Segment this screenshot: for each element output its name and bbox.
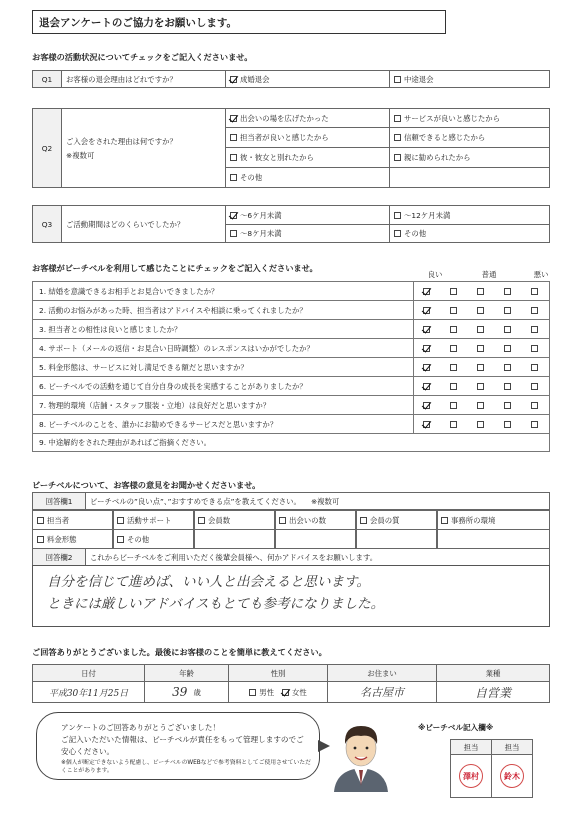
answer1-option-label: 活動サポート bbox=[127, 515, 172, 525]
rating-cell bbox=[441, 364, 468, 371]
checkbox[interactable] bbox=[531, 364, 538, 371]
rating-row bbox=[32, 415, 550, 434]
staff-heading: ※ビーチベル記入欄※ bbox=[418, 723, 494, 732]
empty-cell bbox=[193, 529, 276, 549]
answer1-option[interactable] bbox=[193, 510, 276, 530]
q3-question: ご活動期間はどのくらいでしたか？ bbox=[61, 205, 226, 243]
checkbox[interactable] bbox=[37, 517, 44, 524]
checkbox[interactable] bbox=[531, 402, 538, 409]
q9-question: 9. 中途解約をされた理由があればご指摘ください。 bbox=[39, 438, 211, 447]
residence-field[interactable]: 名古屋市 bbox=[327, 681, 437, 703]
checkbox-checked[interactable] bbox=[423, 307, 430, 314]
checkbox[interactable] bbox=[37, 536, 44, 543]
rating-cell bbox=[522, 345, 549, 352]
checkbox[interactable] bbox=[198, 517, 205, 524]
checkbox[interactable] bbox=[504, 364, 511, 371]
q2-question: ご入会をされた理由は何ですか？ bbox=[66, 136, 177, 146]
checkbox[interactable] bbox=[531, 307, 538, 314]
checkbox[interactable] bbox=[450, 364, 457, 371]
rating-cell bbox=[441, 326, 468, 333]
rating-row bbox=[32, 339, 550, 358]
rating-cell bbox=[441, 288, 468, 295]
checkbox[interactable] bbox=[477, 421, 484, 428]
checkbox[interactable] bbox=[504, 288, 511, 295]
q2-empty-cell bbox=[389, 167, 550, 188]
rating-cell bbox=[414, 288, 441, 295]
answer2-label: 回答欄2 bbox=[32, 548, 86, 566]
col-date: 日付 bbox=[32, 664, 145, 682]
checkbox[interactable] bbox=[360, 517, 367, 524]
checkbox[interactable] bbox=[117, 536, 124, 543]
q2-option-6[interactable]: 親に勧められたから bbox=[389, 147, 550, 168]
checkbox[interactable] bbox=[504, 307, 511, 314]
checkbox[interactable] bbox=[531, 288, 538, 295]
staff-stamp-cell-1 bbox=[450, 754, 492, 798]
q1-option-1[interactable]: 成婚退会 bbox=[225, 70, 390, 88]
section1-heading: お客様の活動状況についてチェックをご記入くださいませ。 bbox=[32, 52, 253, 62]
occupation-field[interactable]: 自営業 bbox=[436, 681, 550, 703]
section2-heading: お客様がビーチベルを利用して感じたことにチェックをご記入くださいませ。 bbox=[32, 263, 318, 273]
scale-bad: 悪い bbox=[533, 270, 549, 279]
date-field[interactable]: 平成30年11月25日 bbox=[32, 681, 145, 703]
rating-question: 5. 料金形態は、サービスに対し満足できる額だと思いますか？ bbox=[39, 362, 248, 372]
q2-question-cell bbox=[61, 108, 226, 188]
q3-option-4[interactable]: その他 bbox=[389, 224, 550, 243]
checkbox[interactable] bbox=[394, 115, 401, 122]
q3-number: Q3 bbox=[32, 205, 62, 243]
checkbox-checked[interactable] bbox=[230, 115, 237, 122]
q2-option-5[interactable]: 彼・彼女と別れたから bbox=[225, 147, 390, 168]
checkbox[interactable] bbox=[450, 345, 457, 352]
answer1-option-label: 出会いの数 bbox=[289, 515, 326, 525]
rating-cell bbox=[522, 402, 549, 409]
answer1-option[interactable] bbox=[32, 510, 114, 530]
checkbox[interactable] bbox=[450, 421, 457, 428]
checkbox[interactable] bbox=[230, 134, 237, 141]
rating-question: 2. 活動のお悩みがあった時、担当者はアドバイスや相談に乗ってくれましたか？ bbox=[39, 305, 307, 315]
answer1-option-label: 事務所の環境 bbox=[451, 515, 496, 525]
rating-cell bbox=[495, 326, 522, 333]
checkbox-checked[interactable] bbox=[423, 402, 430, 409]
seal-stamp-2: 鈴木 bbox=[500, 764, 524, 788]
checkbox[interactable] bbox=[477, 364, 484, 371]
checkbox[interactable] bbox=[477, 307, 484, 314]
checkbox-checked[interactable] bbox=[423, 345, 430, 352]
rating-cell bbox=[468, 383, 495, 390]
q2-note: ※複数可 bbox=[66, 150, 95, 160]
checkbox-female[interactable] bbox=[282, 689, 289, 696]
rating-row bbox=[32, 282, 550, 301]
checkbox-checked[interactable] bbox=[423, 326, 430, 333]
q2-number: Q2 bbox=[32, 108, 62, 188]
checkbox[interactable] bbox=[477, 402, 484, 409]
rating-cell bbox=[414, 364, 441, 371]
page-title: 退会アンケートのご協力をお願いします。 bbox=[32, 10, 446, 34]
checkbox[interactable] bbox=[441, 517, 448, 524]
checkbox[interactable] bbox=[531, 383, 538, 390]
checkbox[interactable] bbox=[504, 326, 511, 333]
section3-heading: ビーチベルについて、お客様の意見をお聞かせくださいませ。 bbox=[32, 480, 261, 490]
q1-question: お客様の退会理由はどれですか？ bbox=[61, 70, 226, 88]
checkbox[interactable] bbox=[230, 174, 237, 181]
checkbox-checked[interactable] bbox=[230, 76, 237, 83]
rating-cell bbox=[495, 402, 522, 409]
checkbox[interactable] bbox=[394, 212, 401, 219]
age-field[interactable]: 39 歳 bbox=[144, 681, 229, 703]
answer1-option-label: 担当者 bbox=[47, 515, 70, 525]
checkbox[interactable] bbox=[394, 230, 401, 237]
rating-cell bbox=[414, 402, 441, 409]
checkbox[interactable] bbox=[477, 326, 484, 333]
checkbox[interactable] bbox=[477, 383, 484, 390]
rating-cell bbox=[441, 307, 468, 314]
col-gender: 性別 bbox=[228, 664, 328, 682]
answer1-prompt: ビーチベルの”良い点”、”おすすめできる点”を教えてください。 ※複数可 bbox=[85, 492, 550, 510]
rating-cell bbox=[522, 364, 549, 371]
answer1-option-label: 料金形態 bbox=[47, 534, 77, 544]
checkbox[interactable] bbox=[279, 517, 286, 524]
checkbox[interactable] bbox=[531, 326, 538, 333]
answer2-prompt: これからビーチベルをご利用いただく後輩会員様へ、何かアドバイスをお願いします。 bbox=[85, 548, 550, 566]
empty-cell bbox=[355, 529, 438, 549]
rating-cell bbox=[441, 421, 468, 428]
rating-row bbox=[32, 301, 550, 320]
rating-row bbox=[32, 320, 550, 339]
rating-row bbox=[32, 358, 550, 377]
checkbox-checked[interactable] bbox=[423, 288, 430, 295]
checkbox[interactable] bbox=[117, 517, 124, 524]
handwriting-line-2: ときには厳しいアドバイスもとても参考になりました。 bbox=[47, 596, 385, 612]
checkbox[interactable] bbox=[450, 326, 457, 333]
checkbox-male[interactable] bbox=[249, 689, 256, 696]
rating-cell bbox=[468, 307, 495, 314]
q3-option-3[interactable]: ～8ケ月未満 bbox=[225, 224, 390, 243]
rating-cell bbox=[414, 383, 441, 390]
checkbox[interactable] bbox=[504, 383, 511, 390]
rating-question: 3. 担当者との相性は良いと感じましたか？ bbox=[39, 324, 182, 334]
footer-message-2: ご記入いただいた情報は、ビーチベルが責任をもって管理しますのでご安心ください。 bbox=[61, 735, 304, 756]
q2-option-4[interactable]: 信頼できると感じたから bbox=[389, 127, 550, 148]
rating-cell bbox=[522, 326, 549, 333]
rating-row bbox=[32, 396, 550, 415]
rating-cell bbox=[441, 383, 468, 390]
staff-stamp-cell-2 bbox=[491, 754, 533, 798]
rating-cell bbox=[495, 307, 522, 314]
rating-cell bbox=[495, 421, 522, 428]
q3-option-1[interactable]: ～6ケ月未満 bbox=[225, 205, 390, 225]
rating-cell bbox=[522, 307, 549, 314]
rating-question: 1. 結婚を意識できるお相手とお見合いできましたか？ bbox=[39, 286, 219, 296]
rating-cell bbox=[468, 402, 495, 409]
checkbox[interactable] bbox=[504, 402, 511, 409]
answer2-textarea[interactable] bbox=[32, 565, 550, 627]
q3-option-2[interactable]: ～12ケ月未満 bbox=[389, 205, 550, 225]
checkbox-checked[interactable] bbox=[423, 364, 430, 371]
speech-bubble bbox=[36, 712, 320, 780]
checkbox[interactable] bbox=[504, 421, 511, 428]
scale-average: 普通 bbox=[481, 270, 497, 279]
rating-cell bbox=[468, 364, 495, 371]
checkbox[interactable] bbox=[450, 402, 457, 409]
q2-option-2[interactable]: サービスが良いと感じたから bbox=[389, 108, 550, 128]
checkbox[interactable] bbox=[230, 154, 237, 161]
rating-cell bbox=[441, 402, 468, 409]
checkbox-checked[interactable] bbox=[230, 212, 237, 219]
checkbox[interactable] bbox=[531, 345, 538, 352]
rating-cell bbox=[495, 364, 522, 371]
staff-illustration bbox=[326, 712, 396, 792]
handwriting-line-1: 自分を信じて進めば、いい人と出会えると思います。 bbox=[47, 574, 370, 590]
gender-field[interactable]: 男性 女性 bbox=[228, 681, 328, 703]
rating-cell bbox=[468, 345, 495, 352]
rating-question: 7. 物理的環境（店舗・スタッフ服装・立地）は良好だと思いますか？ bbox=[39, 400, 271, 410]
q2-option-1[interactable]: 出会いの場を広げたかった bbox=[225, 108, 390, 128]
staff-col-1: 担当 bbox=[450, 739, 492, 755]
scale-good: 良い bbox=[427, 270, 443, 279]
answer1-option[interactable] bbox=[112, 510, 195, 530]
rating-question: 6. ビーチベルでの活動を通じて自分自身の成長を実感することがありましたか？ bbox=[39, 381, 307, 391]
rating-cell bbox=[495, 288, 522, 295]
rating-cell bbox=[441, 345, 468, 352]
checkbox-checked[interactable] bbox=[423, 421, 430, 428]
answer1-option-label: 会員数 bbox=[208, 515, 231, 525]
answer1-option[interactable] bbox=[274, 510, 357, 530]
rating-cell bbox=[495, 345, 522, 352]
answer1-option[interactable] bbox=[112, 529, 195, 549]
answer1-option[interactable] bbox=[355, 510, 438, 530]
answer1-label: 回答欄1 bbox=[32, 492, 86, 510]
checkbox[interactable] bbox=[450, 307, 457, 314]
rating-cell bbox=[414, 326, 441, 333]
staff-col-2: 担当 bbox=[491, 739, 533, 755]
empty-cell bbox=[274, 529, 357, 549]
checkbox[interactable] bbox=[477, 288, 484, 295]
checkbox[interactable] bbox=[504, 345, 511, 352]
rating-row bbox=[32, 377, 550, 396]
rating-cell bbox=[522, 288, 549, 295]
answer1-option-label: 会員の質 bbox=[370, 515, 400, 525]
empty-cell bbox=[436, 529, 550, 549]
rating-cell bbox=[468, 421, 495, 428]
rating-cell bbox=[414, 421, 441, 428]
section4-heading: ご回答ありがとうございました。最後にお客様のことを簡単に教えてください。 bbox=[32, 647, 327, 657]
footer-message-3: ※個人が断定できないよう配慮し、ビーチベルのWEBなどで参考資料としてご使用させていただくことがあります。 bbox=[61, 760, 311, 774]
rating-cell bbox=[414, 307, 441, 314]
rating-cell bbox=[522, 383, 549, 390]
footer-message-1: アンケートのご回答ありがとうございました！ bbox=[61, 723, 221, 732]
rating-question: 4. サポート（メールの返信・お見合い日時調整）のレスポンスはいかがでしたか？ bbox=[39, 343, 314, 353]
q1-option-2[interactable]: 中途退会 bbox=[389, 70, 550, 88]
rating-cell bbox=[468, 326, 495, 333]
answer1-option[interactable] bbox=[32, 529, 114, 549]
answer1-option[interactable] bbox=[436, 510, 550, 530]
seal-stamp-1: 澤村 bbox=[459, 764, 483, 788]
col-occupation: 業種 bbox=[436, 664, 550, 682]
q9-row bbox=[32, 434, 550, 452]
rating-cell bbox=[495, 383, 522, 390]
rating-cell bbox=[522, 421, 549, 428]
rating-cell bbox=[414, 345, 441, 352]
q1-number: Q1 bbox=[32, 70, 62, 88]
checkbox[interactable] bbox=[230, 230, 237, 237]
q2-option-7[interactable]: その他 bbox=[225, 167, 390, 188]
answer1-option-label: その他 bbox=[127, 534, 150, 544]
checkbox[interactable] bbox=[394, 134, 401, 141]
checkbox[interactable] bbox=[531, 421, 538, 428]
checkbox[interactable] bbox=[394, 76, 401, 83]
checkbox[interactable] bbox=[394, 154, 401, 161]
col-age: 年齢 bbox=[144, 664, 229, 682]
col-residence: お住まい bbox=[327, 664, 437, 682]
checkbox[interactable] bbox=[477, 345, 484, 352]
rating-cell bbox=[468, 288, 495, 295]
checkbox-checked[interactable] bbox=[423, 383, 430, 390]
q2-option-3[interactable]: 担当者が良いと感じたから bbox=[225, 127, 390, 148]
rating-question: 8. ビーチベルのことを、誰かにお勧めできるサービスだと思いますか？ bbox=[39, 419, 278, 429]
checkbox[interactable] bbox=[450, 383, 457, 390]
checkbox[interactable] bbox=[450, 288, 457, 295]
